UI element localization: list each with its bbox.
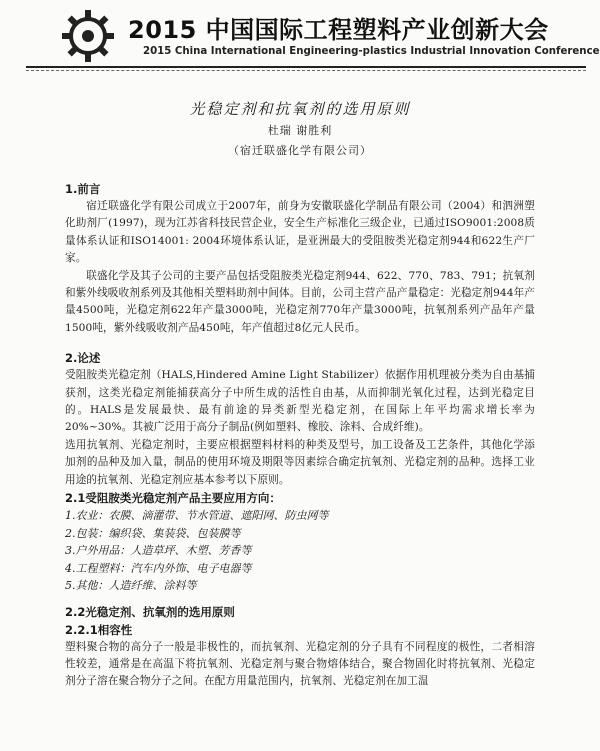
section-heading-2-1: 2.1受阻胺类光稳定剂产品主要应用方向： (65, 491, 281, 506)
section-1-paragraph-2: 联盛化学及其子公司的主要产品包括受阻胺类光稳定剂944、622、770、783、791；抗氧剂和紫外线吸收剂系列及其他相关塑料助剂中间体。目前，公司主营产品产量稳定：光稳定剂944年产量4500吨，光稳定剂622年产量3000吨，光稳定剂770年产量3000吨，抗氧剂系列产品年产量1500吨，紫外线吸收剂产品450吨，年产值超过8亿元人民币。 (65, 269, 535, 334)
paper-title: 光稳定剂和抗氧剂的选用原则 (189, 100, 411, 118)
section-2-paragraph-2: 选用抗氧剂、光稳定剂时，主要应根据塑料材料的种类及型号，加工设备及工艺条件，其他化学添加剂的品种及加入量，制品的使用环境及期限等因素综合确定抗氧剂、光稳定剂的品种。选择工业用途的抗氧剂、光稳定剂应基本参考以下原则。 (65, 438, 535, 486)
list-item: 4.工程塑料：汽车内外饰、电子电器等 (65, 561, 252, 575)
section-heading-2: 2.论述 (65, 351, 101, 366)
header-dashed-rule (26, 70, 586, 71)
header-rule (26, 66, 586, 68)
section-1-paragraph-1: 宿迁联盛化学有限公司成立于2007年，前身为安徽联盛化学制品有限公司（2004）和泗洲塑化助剂厂(1997)，现为江苏省科技民营企业，安全生产标准化三级企业，已通过ISO9001:2008质量体系认证和ISO14001: 2004环境体系认证，是亚洲最大的受阻胺类光稳定剂944和622生产厂家。 (65, 200, 535, 265)
paper-authors: 杜瑞 谢胜利 (267, 124, 333, 137)
list-item: 2.包装：编织袋、集装袋、包装膜等 (65, 526, 241, 540)
section-2-paragraph-1: 受阻胺类光稳定剂（HALS,Hindered Amine Light Stabilizer）依据作用机理被分类为自由基捕获剂，这类光稳定剂能捕获高分子中所生成的活性自由基，从而抑制光氧化过程，达到光稳定目的。HALS是发展最快、最有前途的异类新型光稳定剂，在国际上年平均需求增长率为20%~30%。其被广泛用于高分子制品(例如塑料、橡胶、涂料、合成纤维)。 (65, 369, 535, 434)
conference-title-cn: 2015 中国国际工程塑料产业创新大会 (128, 16, 549, 44)
section-heading-1: 1.前言 (65, 182, 101, 196)
paper-body (65, 180, 535, 691)
list-item: 1.农业：农膜、滴灌带、节水管道、遮阳网、防虫网等 (65, 509, 329, 523)
paper-affiliation: （宿迁联盛化学有限公司） (228, 144, 372, 157)
section-heading-2-2: 2.2光稳定剂、抗氧剂的选用原则 (65, 604, 235, 619)
list-item: 3.户外用品：人造草坪、木塑、芳香等 (65, 544, 252, 558)
section-2-2-1-paragraph: 塑料聚合物的高分子一般是非极性的，而抗氧剂、光稳定剂的分子具有不同程度的极性，二者相溶性较差，通常是在高温下将抗氧剂、光稳定剂与聚合物熔体结合，聚合物固化时将抗氧剂、光稳定剂分子溶在聚合物分子之间。在配方用量范围内，抗氧剂、光稳定剂在加工温 (65, 640, 535, 688)
conference-header (0, 0, 600, 86)
list-item: 5.其他：人造纤维、涂料等 (65, 579, 197, 593)
section-heading-2-2-1: 2.2.1相容性 (65, 622, 133, 637)
conference-title-en: 2015 China International Engineering-plastics Industrial Innovation Conference (143, 46, 600, 57)
conference-logo-icon (60, 8, 116, 64)
